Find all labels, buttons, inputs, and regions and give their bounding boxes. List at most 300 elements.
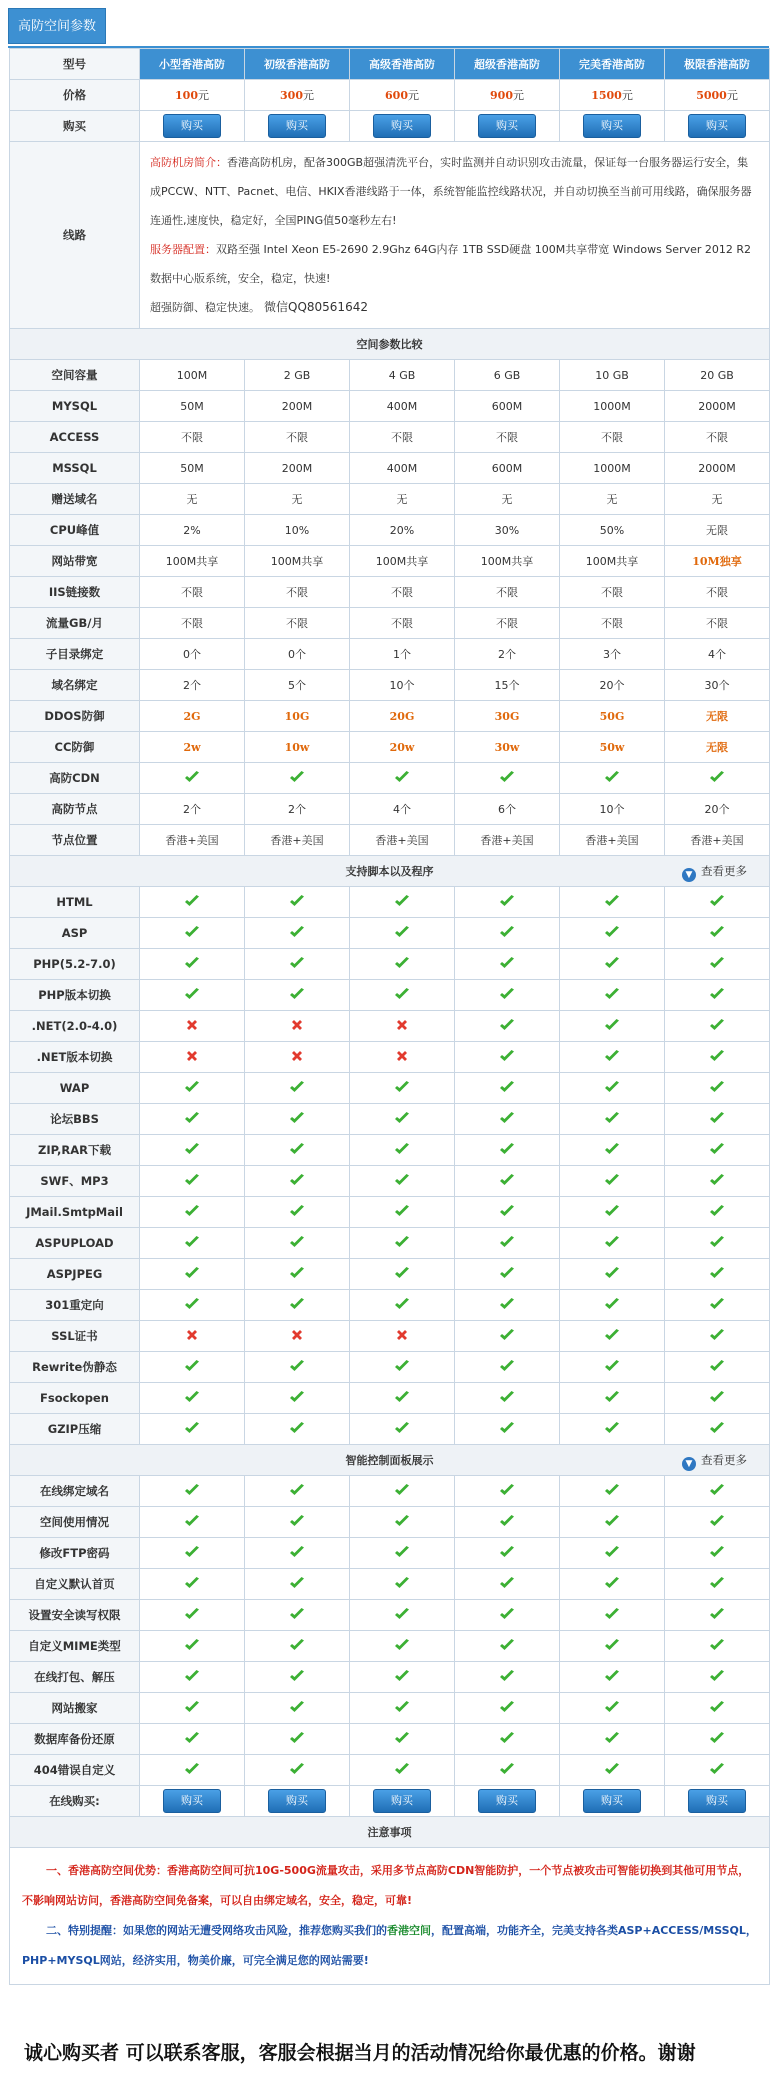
check-cell <box>455 1321 560 1352</box>
check-icon <box>289 1669 305 1683</box>
intro-tagline: 超强防御、稳定快速。 <box>150 301 260 314</box>
check-icon <box>289 1080 305 1094</box>
check-cell <box>140 1135 245 1166</box>
check-cell <box>245 1290 350 1321</box>
buy-button[interactable]: 购买 <box>688 114 746 138</box>
route-intro <box>140 142 770 329</box>
check-icon <box>604 1762 620 1776</box>
check-cell <box>245 1259 350 1290</box>
check-icon <box>184 987 200 1001</box>
price-value: 5000元 <box>665 80 770 111</box>
chevron-down-icon: ▼ <box>682 1457 696 1471</box>
row-label: ASPUPLOAD <box>10 1228 140 1259</box>
buy-cell <box>560 111 665 142</box>
check-cell <box>350 1569 455 1600</box>
cell-value: 10G <box>245 701 350 732</box>
check-cell <box>140 1569 245 1600</box>
check-icon <box>604 1173 620 1187</box>
check-icon <box>709 1142 725 1156</box>
buy-cell <box>665 111 770 142</box>
check-icon <box>604 1514 620 1528</box>
check-icon <box>604 1700 620 1714</box>
cross-icon <box>290 1328 304 1342</box>
check-icon <box>604 1421 620 1435</box>
check-cell <box>245 763 350 794</box>
cell-value: 香港+美国 <box>560 825 665 856</box>
plan-name: 高级香港高防 <box>350 49 455 80</box>
check-cell <box>140 1755 245 1786</box>
check-icon <box>499 1483 515 1497</box>
check-icon <box>499 1049 515 1063</box>
cell-value: 600M <box>455 453 560 484</box>
check-icon <box>394 1173 410 1187</box>
check-icon <box>604 1111 620 1125</box>
tab-hk-ddos-hosting-params[interactable]: 高防空间参数 <box>8 8 106 44</box>
check-cell <box>140 949 245 980</box>
note-2-text-a: 如果您的网站无遭受网络攻击风险，推荐您购买我们的 <box>123 1924 387 1937</box>
row-label: 设置安全读写权限 <box>10 1600 140 1631</box>
check-icon <box>184 1111 200 1125</box>
check-icon <box>184 1700 200 1714</box>
row-label: 空间容量 <box>10 360 140 391</box>
row-label: 子目录绑定 <box>10 639 140 670</box>
script-row <box>10 1290 770 1321</box>
check-cell <box>560 887 665 918</box>
check-icon <box>709 1080 725 1094</box>
cell-value: 4 GB <box>350 360 455 391</box>
cross-cell <box>245 1321 350 1352</box>
check-icon <box>709 894 725 908</box>
header-label: 型号 <box>10 49 140 80</box>
check-cell <box>140 1476 245 1507</box>
cell-value: 不限 <box>140 422 245 453</box>
check-icon <box>709 1545 725 1559</box>
check-icon <box>604 770 620 784</box>
check-icon <box>394 1731 410 1745</box>
check-cell <box>245 1073 350 1104</box>
check-cell <box>140 1166 245 1197</box>
panel-row <box>10 1693 770 1724</box>
check-icon <box>709 1111 725 1125</box>
check-cell <box>140 1631 245 1662</box>
buy-button[interactable]: 购买 <box>583 114 641 138</box>
section-title <box>10 1445 770 1476</box>
check-icon <box>289 1421 305 1435</box>
check-cell <box>245 1166 350 1197</box>
check-icon <box>289 956 305 970</box>
panel-row <box>10 1662 770 1693</box>
cell-value: 30w <box>455 732 560 763</box>
script-row <box>10 887 770 918</box>
check-icon <box>499 1173 515 1187</box>
cell-value: 20 GB <box>665 360 770 391</box>
price-unit: 元 <box>197 89 209 102</box>
price-unit: 元 <box>726 89 738 102</box>
check-icon <box>499 770 515 784</box>
compare-row <box>10 608 770 639</box>
check-cell <box>140 1259 245 1290</box>
cross-cell <box>140 1042 245 1073</box>
cell-value: 100M共享 <box>140 546 245 577</box>
script-row <box>10 1042 770 1073</box>
check-icon <box>184 1359 200 1373</box>
check-icon <box>289 1359 305 1373</box>
footer-text: 诚心购买者 可以联系客服，客服会根据当月的活动情况给你最优惠的价格。谢谢 <box>24 2042 696 2064</box>
script-row <box>10 949 770 980</box>
check-icon <box>184 1483 200 1497</box>
cross-icon <box>185 1328 199 1342</box>
cell-value: 50G <box>560 701 665 732</box>
check-cell <box>560 918 665 949</box>
compare-row <box>10 670 770 701</box>
note-1 <box>22 1856 757 1916</box>
check-cell <box>455 1228 560 1259</box>
price-row <box>10 80 770 111</box>
row-label: PHP(5.2-7.0) <box>10 949 140 980</box>
check-cell <box>560 1507 665 1538</box>
script-row <box>10 1414 770 1445</box>
check-icon <box>604 1328 620 1342</box>
check-icon <box>709 1390 725 1404</box>
cell-value: 2 GB <box>245 360 350 391</box>
view-more-link[interactable] <box>682 863 747 882</box>
check-cell <box>245 980 350 1011</box>
check-cell <box>350 1507 455 1538</box>
check-icon <box>499 1514 515 1528</box>
check-icon <box>394 1576 410 1590</box>
check-icon <box>604 1018 620 1032</box>
check-cell <box>560 763 665 794</box>
check-cell <box>350 1073 455 1104</box>
row-label: 在线打包、解压 <box>10 1662 140 1693</box>
check-cell <box>665 1321 770 1352</box>
buy-button[interactable]: 购买 <box>163 114 221 138</box>
note-2-text-b: ，配置高端，功能齐全，完美支持各类ASP+ACCESS/MSSQL，PHP+MYSQL网站，经济实用，物美价廉，可完全满足您的网站需要! <box>22 1924 757 1967</box>
cell-value: 2个 <box>455 639 560 670</box>
check-icon <box>394 1762 410 1776</box>
check-cell <box>350 918 455 949</box>
cell-value: 不限 <box>245 608 350 639</box>
cell-value: 2000M <box>665 453 770 484</box>
cell-value: 无限 <box>665 701 770 732</box>
check-cell <box>350 1228 455 1259</box>
view-more-label: 查看更多 <box>701 1453 747 1467</box>
check-cell <box>665 1507 770 1538</box>
check-cell <box>560 1104 665 1135</box>
check-icon <box>499 1607 515 1621</box>
script-row <box>10 918 770 949</box>
price-unit: 元 <box>621 89 633 102</box>
row-label: CC防御 <box>10 732 140 763</box>
cell-value: 无限 <box>665 732 770 763</box>
check-icon <box>604 1483 620 1497</box>
check-icon <box>499 1204 515 1218</box>
check-cell <box>665 1011 770 1042</box>
check-cell <box>245 1600 350 1631</box>
row-label: MYSQL <box>10 391 140 422</box>
check-cell <box>455 1352 560 1383</box>
cross-cell <box>245 1011 350 1042</box>
row-label: 自定义MIME类型 <box>10 1631 140 1662</box>
panel-row <box>10 1507 770 1538</box>
cell-value: 400M <box>350 453 455 484</box>
spec-table <box>9 48 770 1985</box>
cell-value: 香港+美国 <box>665 825 770 856</box>
check-icon <box>499 1700 515 1714</box>
hk-hosting-link[interactable]: 香港空间 <box>387 1924 431 1937</box>
check-cell <box>140 1104 245 1135</box>
price-value: 600元 <box>350 80 455 111</box>
check-cell <box>245 1538 350 1569</box>
check-icon <box>394 1638 410 1652</box>
buy-button[interactable]: 购买 <box>268 1789 326 1813</box>
check-cell <box>665 980 770 1011</box>
cell-value: 10% <box>245 515 350 546</box>
check-cell <box>560 1662 665 1693</box>
check-cell <box>245 1135 350 1166</box>
check-cell <box>455 1538 560 1569</box>
cell-value: 不限 <box>560 608 665 639</box>
check-cell <box>455 1569 560 1600</box>
check-cell <box>665 1476 770 1507</box>
check-icon <box>289 1545 305 1559</box>
row-label: .NET版本切换 <box>10 1042 140 1073</box>
check-icon <box>604 1204 620 1218</box>
check-cell <box>455 1197 560 1228</box>
cross-icon <box>290 1018 304 1032</box>
buy-button[interactable]: 购买 <box>688 1789 746 1813</box>
check-icon <box>394 1514 410 1528</box>
row-label: 修改FTP密码 <box>10 1538 140 1569</box>
cell-value: 香港+美国 <box>455 825 560 856</box>
cell-value: 10 GB <box>560 360 665 391</box>
cell-value: 不限 <box>560 577 665 608</box>
check-icon <box>604 1049 620 1063</box>
check-icon <box>709 1731 725 1745</box>
row-label: MSSQL <box>10 453 140 484</box>
row-label: 空间使用情况 <box>10 1507 140 1538</box>
check-icon <box>709 1483 725 1497</box>
cell-value: 无 <box>455 484 560 515</box>
check-cell <box>455 1290 560 1321</box>
check-icon <box>289 987 305 1001</box>
check-icon <box>499 1235 515 1249</box>
price-label: 价格 <box>10 80 140 111</box>
check-icon <box>394 1421 410 1435</box>
cell-value: 2个 <box>245 794 350 825</box>
check-cell <box>350 1414 455 1445</box>
check-icon <box>184 1731 200 1745</box>
check-icon <box>604 1297 620 1311</box>
cross-icon <box>290 1049 304 1063</box>
script-row <box>10 1104 770 1135</box>
price-value: 100元 <box>140 80 245 111</box>
row-label: 域名绑定 <box>10 670 140 701</box>
check-icon <box>499 1297 515 1311</box>
compare-row <box>10 453 770 484</box>
check-cell <box>245 1228 350 1259</box>
check-cell <box>350 1290 455 1321</box>
check-cell <box>560 1600 665 1631</box>
cell-value: 3个 <box>560 639 665 670</box>
cell-value: 30个 <box>665 670 770 701</box>
compare-row <box>10 546 770 577</box>
check-icon <box>499 1638 515 1652</box>
check-icon <box>499 1669 515 1683</box>
check-cell <box>245 1507 350 1538</box>
check-cell <box>560 1414 665 1445</box>
buy-row <box>10 111 770 142</box>
check-icon <box>604 1607 620 1621</box>
cell-value: 30% <box>455 515 560 546</box>
plan-name: 超级香港高防 <box>455 49 560 80</box>
check-icon <box>289 1235 305 1249</box>
row-label: 节点位置 <box>10 825 140 856</box>
check-icon <box>289 1297 305 1311</box>
section-title <box>10 856 770 887</box>
script-row <box>10 1352 770 1383</box>
cell-value: 2% <box>140 515 245 546</box>
check-icon <box>184 1080 200 1094</box>
cell-value: 50% <box>560 515 665 546</box>
buy-button[interactable]: 购买 <box>373 114 431 138</box>
check-cell <box>665 1755 770 1786</box>
buy-button[interactable]: 购买 <box>478 1789 536 1813</box>
check-cell <box>245 949 350 980</box>
check-icon <box>184 1669 200 1683</box>
check-icon <box>709 1359 725 1373</box>
spec-table-body <box>10 49 770 1985</box>
row-label: ASP <box>10 918 140 949</box>
cell-value: 1000M <box>560 453 665 484</box>
check-cell <box>560 1073 665 1104</box>
row-label: 网站带宽 <box>10 546 140 577</box>
cell-value: 2个 <box>140 794 245 825</box>
check-cell <box>455 1259 560 1290</box>
cell-value: 无 <box>665 484 770 515</box>
buy-button[interactable]: 购买 <box>373 1789 431 1813</box>
check-icon <box>394 1142 410 1156</box>
cell-value: 20G <box>350 701 455 732</box>
check-cell <box>665 1569 770 1600</box>
check-cell <box>455 1507 560 1538</box>
check-icon <box>184 1297 200 1311</box>
price-unit: 元 <box>407 89 419 102</box>
view-more-link[interactable] <box>682 1452 747 1471</box>
cell-value: 不限 <box>665 577 770 608</box>
check-icon <box>289 925 305 939</box>
footer <box>0 2020 777 2086</box>
check-cell <box>245 1724 350 1755</box>
buy-button[interactable]: 购买 <box>268 114 326 138</box>
cell-value: 20个 <box>560 670 665 701</box>
row-label: 301重定向 <box>10 1290 140 1321</box>
check-cell <box>140 1228 245 1259</box>
cell-value: 10w <box>245 732 350 763</box>
check-cell <box>245 1569 350 1600</box>
check-cell <box>350 1259 455 1290</box>
cell-value: 4个 <box>665 639 770 670</box>
check-icon <box>289 1638 305 1652</box>
check-icon <box>289 1483 305 1497</box>
check-icon <box>709 1049 725 1063</box>
cell-value: 6 GB <box>455 360 560 391</box>
check-cell <box>665 1135 770 1166</box>
wechat-contact: 微信QQ80561642 <box>264 300 368 314</box>
check-cell <box>245 1104 350 1135</box>
check-cell <box>245 1755 350 1786</box>
check-icon <box>709 1235 725 1249</box>
check-cell <box>665 1724 770 1755</box>
check-cell <box>245 887 350 918</box>
check-icon <box>289 1762 305 1776</box>
check-cell <box>140 1600 245 1631</box>
cell-value: 10个 <box>350 670 455 701</box>
check-icon <box>604 1142 620 1156</box>
check-icon <box>289 1266 305 1280</box>
check-cell <box>140 1538 245 1569</box>
script-row <box>10 1321 770 1352</box>
check-cell <box>665 1383 770 1414</box>
check-cell <box>665 1042 770 1073</box>
cell-value: 不限 <box>245 422 350 453</box>
check-cell <box>140 1507 245 1538</box>
compare-row <box>10 639 770 670</box>
check-icon <box>499 1390 515 1404</box>
check-icon <box>499 1545 515 1559</box>
check-icon <box>184 1390 200 1404</box>
cell-value: 不限 <box>140 577 245 608</box>
check-icon <box>184 1514 200 1528</box>
buy-button[interactable]: 购买 <box>163 1789 221 1813</box>
check-icon <box>709 1607 725 1621</box>
cell-value: 香港+美国 <box>245 825 350 856</box>
check-icon <box>604 956 620 970</box>
check-icon <box>394 1359 410 1373</box>
check-icon <box>499 1421 515 1435</box>
check-cell <box>560 1166 665 1197</box>
check-cell <box>560 1228 665 1259</box>
check-cell <box>455 918 560 949</box>
row-label: Fsockopen <box>10 1383 140 1414</box>
check-icon <box>709 1514 725 1528</box>
check-cell <box>665 1104 770 1135</box>
check-cell <box>665 1352 770 1383</box>
cell-value: 不限 <box>350 422 455 453</box>
check-cell <box>140 1662 245 1693</box>
buy-button[interactable]: 购买 <box>583 1789 641 1813</box>
check-icon <box>394 1545 410 1559</box>
check-icon <box>289 1111 305 1125</box>
check-cell <box>560 1755 665 1786</box>
check-icon <box>604 1545 620 1559</box>
check-icon <box>499 1762 515 1776</box>
check-cell <box>665 1290 770 1321</box>
check-icon <box>604 1390 620 1404</box>
chevron-down-icon: ▼ <box>682 868 696 882</box>
buy-button[interactable]: 购买 <box>478 114 536 138</box>
check-cell <box>140 1724 245 1755</box>
cell-value: 10个 <box>560 794 665 825</box>
script-row <box>10 1228 770 1259</box>
check-cell <box>245 1352 350 1383</box>
row-label: PHP版本切换 <box>10 980 140 1011</box>
compare-row <box>10 422 770 453</box>
cell-value: 不限 <box>455 577 560 608</box>
check-cell <box>140 1073 245 1104</box>
plan-name: 极限香港高防 <box>665 49 770 80</box>
check-cell <box>350 887 455 918</box>
